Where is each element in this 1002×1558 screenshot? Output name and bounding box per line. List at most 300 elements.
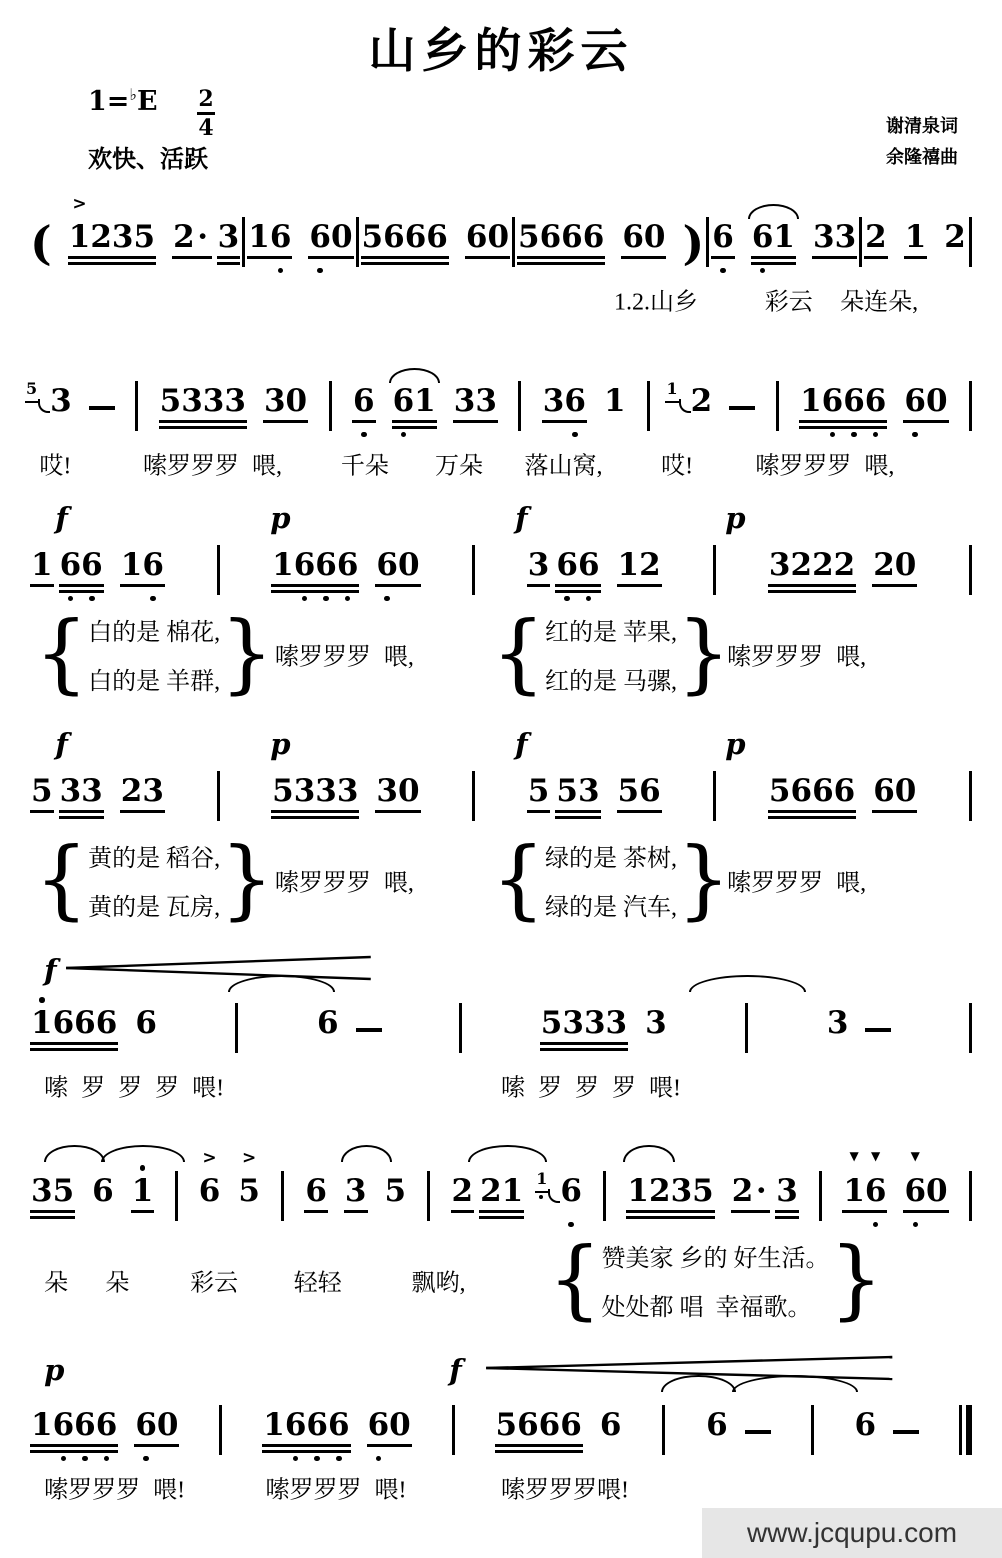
dash-note [893,1430,919,1435]
digit: 5 [26,379,38,398]
measure [198,1148,261,1213]
barline [969,381,972,431]
note-cell [375,547,420,587]
lyric-row [30,595,972,713]
lyric-segment: 飘哟, [411,1270,466,1297]
note-cell [384,1173,408,1213]
note-cell [375,773,420,813]
lyric-segment: 嗦 罗 罗 罗 喂! [501,1075,681,1102]
digit: 6 [383,219,405,255]
digit: 6 [564,383,586,419]
digit: 6 [404,219,427,255]
digit: 3 [834,219,857,255]
digit: 0 [487,219,510,255]
digits [344,1173,368,1213]
digit: 6 [92,1173,114,1209]
note-cell [768,547,856,587]
note-cell [217,219,241,259]
digit: 1 [31,547,53,583]
barline [776,381,779,431]
measure [854,1407,920,1447]
dynamic-marking: p [270,727,291,761]
dynamic-marking: f [449,1353,462,1387]
note-cell [621,219,666,259]
digit: · [197,219,209,255]
measure [26,379,115,423]
dynamic-marking: f [55,727,68,761]
digit: 5 [556,773,578,809]
digit: 3 [776,1173,798,1209]
lyric-lines [88,838,220,922]
right-brace: } [677,829,731,930]
note-cell [134,1005,158,1045]
barline [811,1405,814,1455]
system [30,499,972,713]
note-cell [903,383,948,423]
digits [555,773,600,813]
digit: 6 [135,1005,157,1041]
digit: 0 [643,219,666,255]
digits [535,1159,548,1193]
notation-row [30,1148,972,1213]
lyric-line-verse1: 黄的是 稻谷, [88,846,221,872]
top-mark: ▼ [849,1149,859,1163]
measure [361,219,510,259]
note-cell [30,547,54,587]
digit: 3 [812,219,835,255]
note-cell [247,219,292,259]
digit: 3 [475,383,497,419]
note-cell [352,383,376,423]
digit: 2 [120,773,143,809]
note-cell [237,1148,261,1213]
digit: 6 [74,1005,96,1041]
digit: 3 [376,773,398,809]
digits [159,383,247,423]
digit: 2 [173,219,195,255]
dynamic-marking: f [515,727,528,761]
digits [120,547,165,587]
barline [472,545,475,595]
digit: 2 [833,547,856,583]
note-cell [392,383,437,423]
digit: 6 [790,773,813,809]
digit: 1 [773,219,795,255]
digits [25,369,38,403]
digit: 6 [821,383,844,419]
digits [304,1173,328,1213]
digit: 3 [293,773,316,809]
note-cell [626,1173,714,1213]
digit: 1 [800,383,822,419]
dash-note [745,1430,771,1435]
slur-arc [623,1145,674,1162]
note-cell [826,1005,850,1045]
digits [453,383,498,423]
note-cell [872,773,917,813]
lyric-lines [545,612,677,696]
dynamic-marking: p [44,1353,65,1387]
lyric-segment: 落山窝, [524,453,603,480]
digit: 6 [843,383,865,419]
measure [30,1173,154,1213]
barline [281,1171,284,1221]
digit: 2 [731,1173,754,1209]
note-cell [120,547,165,587]
meter-denominator: 4 [198,115,214,141]
lyric-segment: 嗦罗罗罗 喂, [727,870,867,897]
left-brace: { [548,1229,602,1330]
grace-note [25,369,38,403]
measure [768,773,917,813]
digits [49,383,73,423]
digits [751,219,796,259]
lyric-lines [602,1238,830,1322]
note-cell [775,1173,799,1213]
note-cell [495,1407,583,1447]
dash-note [356,1028,382,1033]
digits [542,383,587,423]
barline [219,1405,222,1455]
note-cell [172,219,212,259]
digits [59,773,104,813]
measure [527,547,662,587]
digits [527,547,551,587]
digit: 6 [751,219,774,255]
dash-note [89,406,115,411]
digit: 3 [181,383,203,419]
digits [826,1005,850,1045]
note-cell [711,219,735,259]
system [30,725,972,939]
lyric-segment: 彩云 [190,1270,239,1297]
digits [527,773,551,813]
note-cell [854,1407,878,1447]
note-cell [30,773,54,813]
digit: 5 [518,219,540,255]
digit: 1 [603,383,626,419]
digit: 0 [926,1173,948,1209]
system [26,335,972,487]
digit: 0 [398,547,420,583]
digit: 5 [768,773,791,809]
note-cell [451,1173,475,1213]
digit: 6 [706,1407,728,1443]
dynamic-marking: f [515,501,528,535]
digits [361,219,449,259]
digits [392,383,437,423]
digits [217,219,241,259]
digit: 6 [561,219,583,255]
barline [819,1171,822,1221]
barline [969,771,972,821]
digit: 0 [389,1407,411,1443]
right-brace: } [829,1229,883,1330]
lyric-row [30,275,972,323]
lyric-line-verse2: 红的是 马骡, [545,669,678,695]
digit: 6 [812,773,834,809]
digit: 1 [263,1407,285,1443]
measure [247,219,353,259]
digit: 3 [453,383,476,419]
digit: 2 [812,547,834,583]
digits [603,383,627,423]
note-cell [49,383,73,423]
note-cell [134,1407,179,1447]
digit: 3 [583,1005,606,1041]
note-cell [527,773,551,813]
digit: 1 [31,1407,53,1443]
digit: 1 [414,383,436,419]
note-cell [812,219,857,259]
digit: 6 [353,383,375,419]
digit: 3 [344,1173,367,1209]
lyric-line-verse2: 白的是 羊群, [88,669,221,695]
notation-row [30,194,972,271]
digit: 2 [639,547,661,583]
digit: 3 [577,773,600,809]
digits [690,383,714,423]
lyric-line-verse2: 黄的是 瓦房, [88,895,221,921]
barline [713,545,716,595]
note-cell [559,1173,583,1213]
digit: 1 [666,379,678,398]
digit: 1 [536,1169,548,1188]
digits [271,547,359,587]
digit: 5 [361,219,384,255]
measure [540,1005,668,1045]
lyric-brace-group [548,1229,883,1330]
system [30,1351,972,1511]
parenthesis: ( [30,216,52,271]
digit: · [755,1173,767,1209]
note-cell [690,383,714,423]
slur-arc [44,1145,105,1162]
lyric-line-verse1: 白的是 棉花, [88,620,221,646]
digit: 6 [327,1407,350,1443]
digit: 5 [31,773,53,809]
digits [711,219,735,259]
measure [304,1173,407,1213]
barline [472,771,475,821]
digit: 3 [31,1173,53,1209]
digit: 0 [894,773,917,809]
lyric-segment: 1.2.山乡 [614,289,699,316]
digit: 6 [556,547,578,583]
lyric-segment: 嗦 罗 罗 罗 喂! [44,1075,225,1102]
notation-row [26,379,972,423]
note-cell [367,1407,412,1447]
lyric-segment: 嗦罗罗罗 喂, [755,453,895,480]
digit: 3 [605,1005,628,1041]
note-cell [768,773,856,813]
slur-arc [689,975,806,992]
barline [969,545,972,595]
digit: 2 [690,383,713,419]
digit: 6 [465,219,488,255]
note-cell [271,773,359,813]
barline [175,1171,178,1221]
note-cell [864,219,888,259]
note-cell [59,547,104,587]
digits [705,1407,729,1447]
barline [745,1003,748,1053]
digit: 6 [538,1407,561,1443]
watermark: www.jcqupu.com [702,1508,1002,1558]
measure [159,383,308,423]
note-cell [479,1173,524,1213]
digit: 1 [501,1173,524,1209]
digit: 3 [670,1173,693,1209]
lyric-brace-group [491,603,731,704]
digit: 0 [925,383,948,419]
barline [459,1003,462,1053]
barline [969,1003,972,1053]
measure [864,219,967,259]
note-cell [540,1005,628,1045]
digit: 6 [52,1005,75,1041]
crescendo-hairpin [63,955,374,981]
digit: 5 [159,383,182,419]
digit: 6 [81,547,103,583]
note-cell [262,1407,350,1447]
digit: 3 [263,383,286,419]
digits [375,773,420,813]
note-cell [751,219,796,259]
digits [904,219,928,259]
digit: 6 ▼ [904,1149,927,1209]
dynamic-marking: p [725,727,746,761]
digit: 6 ▼ [864,1149,887,1209]
digits [903,1149,948,1213]
digits [903,383,948,423]
digit: 3 [315,773,337,809]
digit: 1 > [68,194,91,255]
barline [518,381,521,431]
lyric-brace-group [34,603,274,704]
measure [826,1005,892,1045]
digit: 0 [330,219,353,255]
barline [969,217,972,267]
right-brace: } [220,829,274,930]
digit: 1 [627,1173,649,1209]
note-cell [555,547,600,587]
digit: 6 [873,773,895,809]
meter-numerator: 2 [198,86,214,112]
digits [367,1407,412,1447]
note-cell [705,1407,729,1447]
note-cell [361,219,449,259]
note-cell [308,219,353,259]
note-cell [617,773,662,813]
digit: 6 [539,219,562,255]
digit: 5 [52,1173,75,1209]
notation-row [30,545,972,587]
barline [242,217,245,267]
digit: 3 [217,219,240,255]
note-cell [527,547,551,587]
digit: 2 [873,547,895,583]
note-cell [198,1148,222,1213]
digits [540,1005,628,1045]
barline [329,381,332,431]
lyric-line-verse2: 处处都 唱 幸福歌。 [601,1295,812,1321]
measure [30,194,240,271]
measure [799,383,948,423]
lyric-segment: 嗦罗罗罗 喂, [274,644,414,671]
barline [706,217,709,267]
digit: 3 [527,547,550,583]
lyric-lines [88,612,220,696]
digits [131,1173,155,1213]
digits [308,219,353,259]
note-cell [517,219,605,259]
notation-row [30,1405,972,1447]
lyric-lines [545,838,677,922]
top-mark: > [72,194,87,214]
barline [647,381,650,431]
system [30,951,972,1109]
top-mark: ▼ [871,1149,881,1163]
right-brace: } [677,603,731,704]
lyric-segment: 嗦罗罗罗 喂! [265,1477,407,1504]
digits [842,1149,887,1213]
note-cell [542,383,587,423]
digits [872,773,917,813]
grace-note [665,369,678,403]
top-mark: > [202,1148,217,1168]
digit: 1 [131,1173,154,1209]
barline [427,1171,430,1221]
digit: 0 [894,547,917,583]
measure [495,1407,623,1447]
lyric-row [30,1221,972,1339]
digits [30,1005,118,1045]
digit: 2 [90,219,112,255]
digit: 6 [306,1407,328,1443]
digit: 5 [617,773,640,809]
digit: 6 [376,547,398,583]
digits [555,547,600,587]
digits [30,773,54,813]
digit: 1 [31,1005,53,1041]
digit: 6 [315,547,337,583]
measure [316,1005,382,1045]
digits [68,194,156,259]
digit: 6 [599,1407,622,1443]
digit: 6 [74,1407,96,1443]
digits [621,219,666,259]
note-cell [904,219,928,259]
digit: 6 [95,1005,118,1041]
notation-row [30,1003,972,1045]
lyric-segment: 万朵 [435,453,484,480]
digit: 6 [142,547,164,583]
barline [662,1405,665,1455]
lyric-line-verse1: 绿的是 茶树, [545,846,678,872]
barline [217,771,220,821]
dash-note [865,1028,891,1033]
barline [217,545,220,595]
digits [517,219,605,259]
lyric-segment: 彩云 [764,289,813,316]
top-mark: ▼ [910,1149,920,1163]
digit: 6 [426,219,448,255]
digit: 3 [50,383,72,419]
digits [30,1173,75,1213]
key-signature [88,87,215,139]
digit: 1 [617,547,640,583]
